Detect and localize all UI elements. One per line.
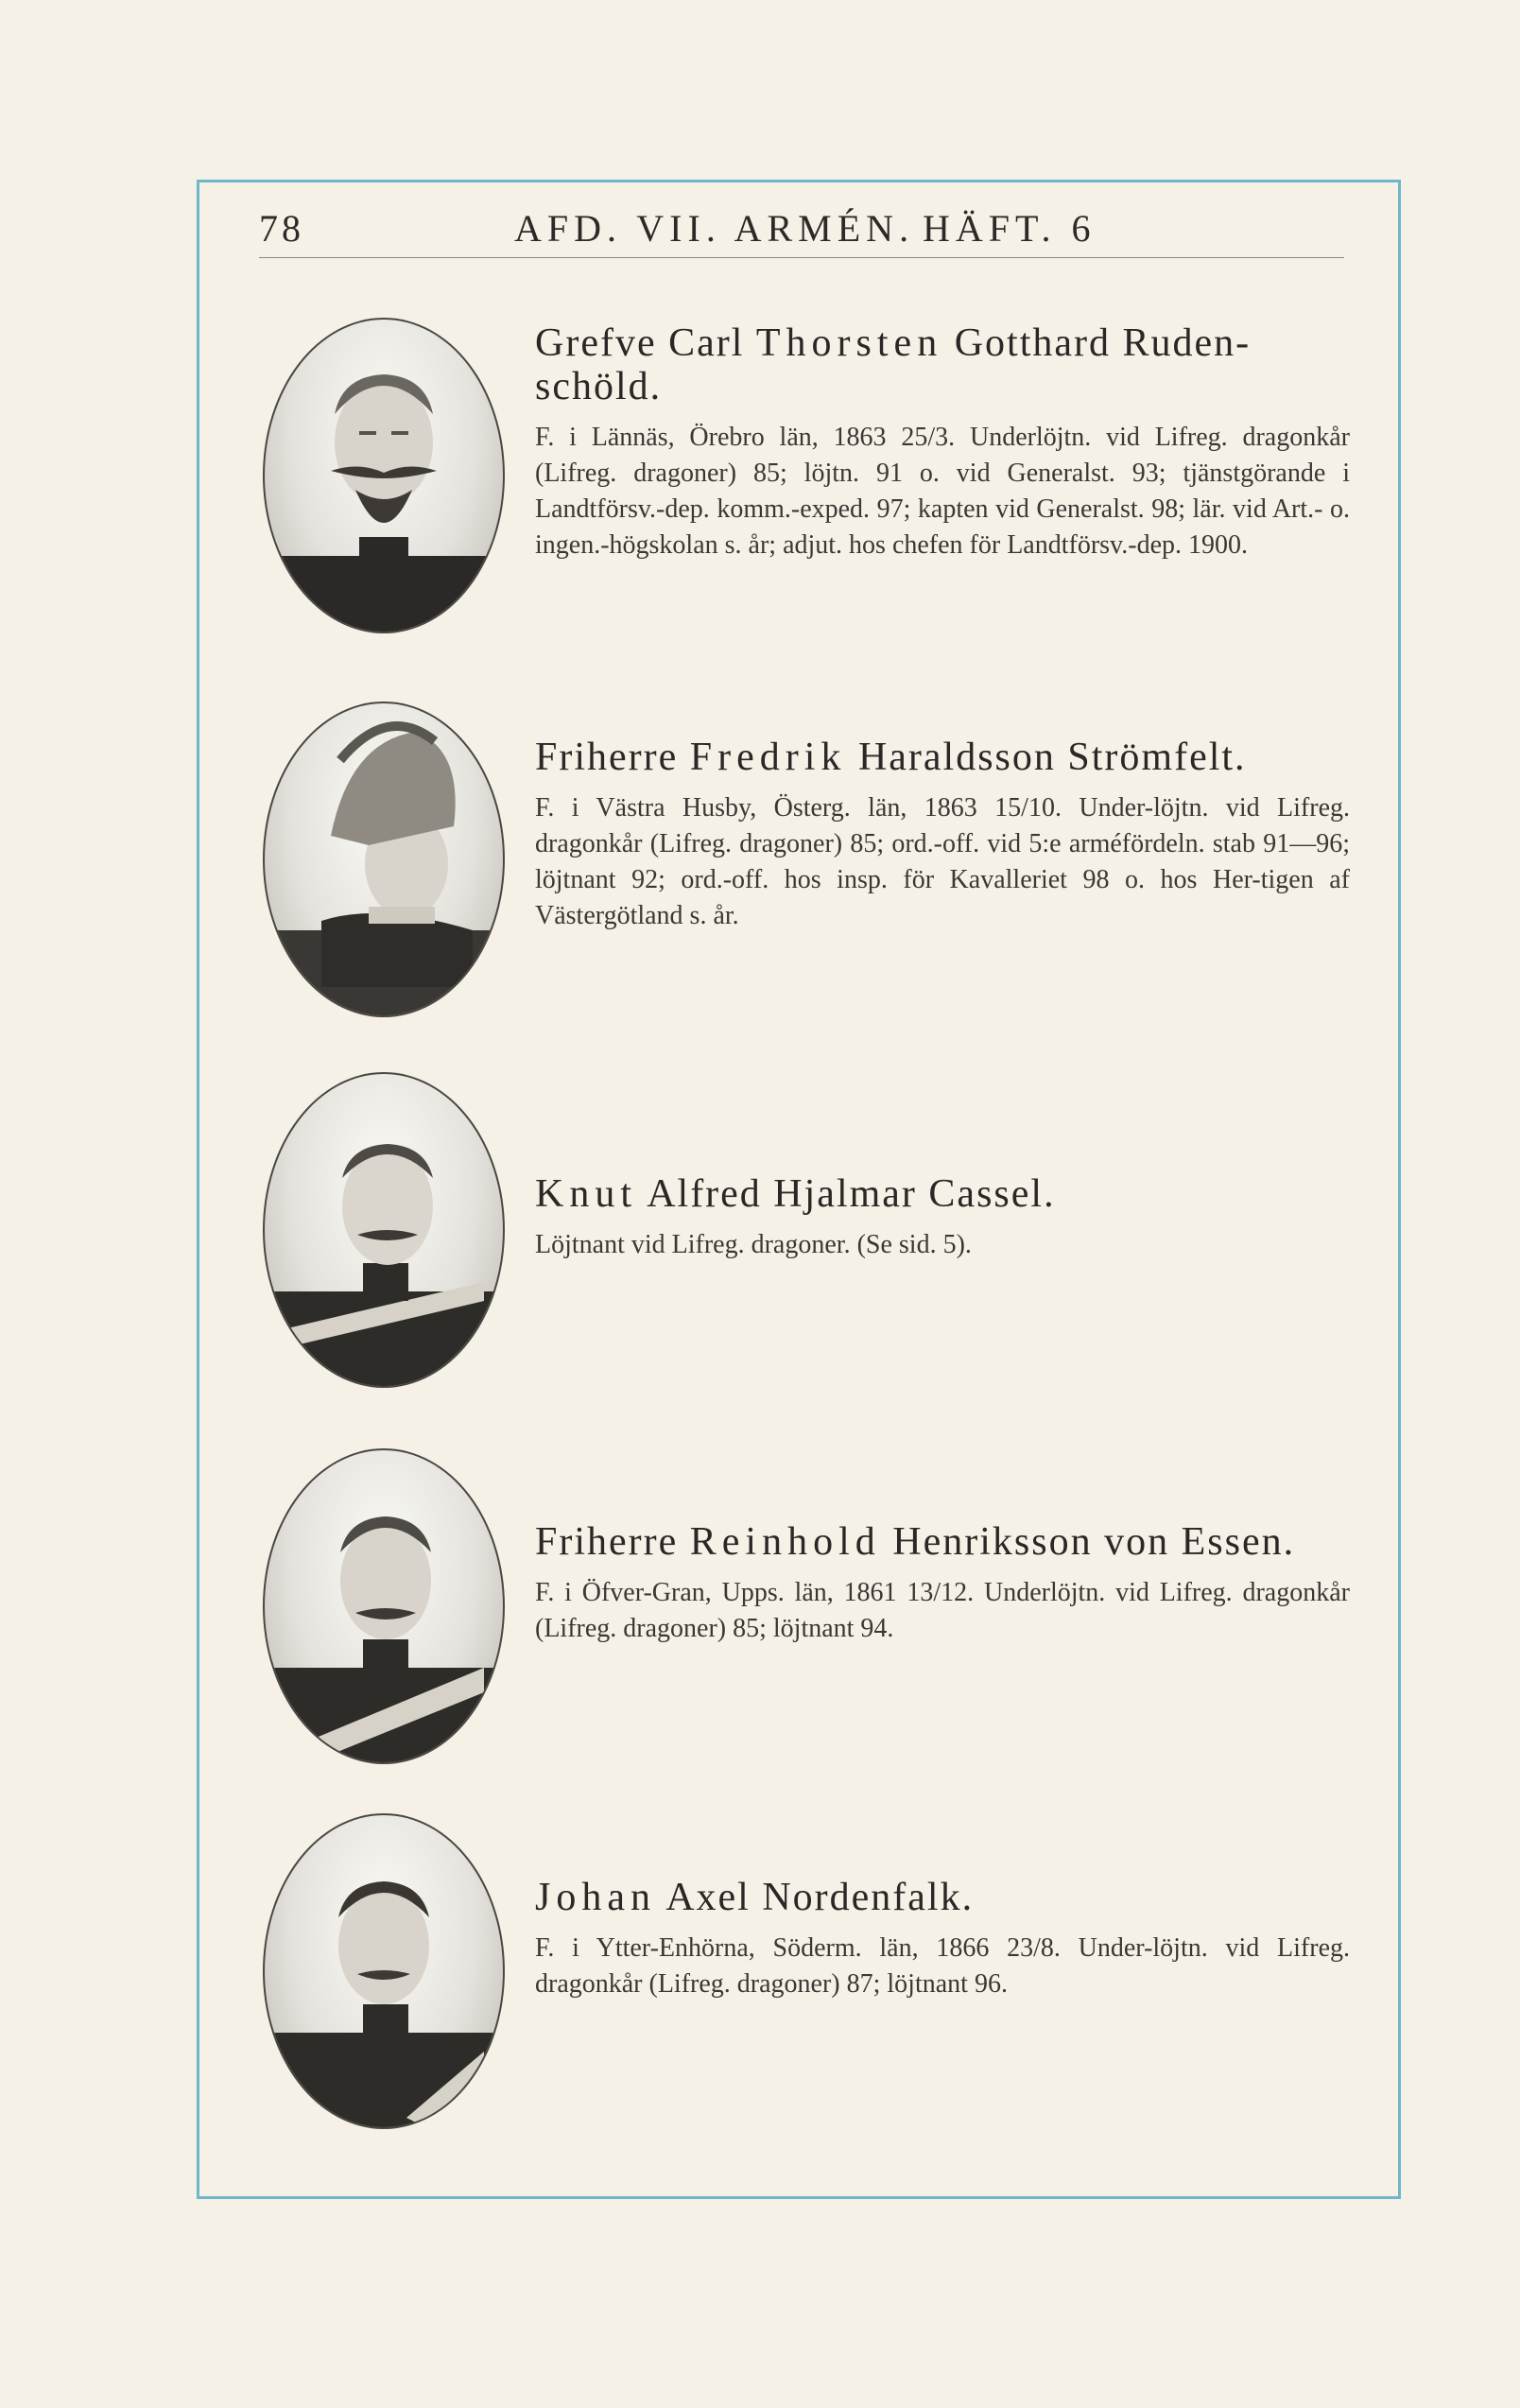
entry-bio: Löjtnant vid Lifreg. dragoner. (Se sid. 5). xyxy=(535,1230,972,1259)
name-prefix: Friherre xyxy=(535,1520,679,1564)
entry-name xyxy=(535,1172,1350,1216)
name-rest: Gotthard Ruden-schöld. xyxy=(535,321,1252,408)
portrait-nordenfalk xyxy=(263,1813,505,2129)
entry-nordenfalk xyxy=(535,1876,1350,2002)
entry-von-essen xyxy=(535,1520,1350,1647)
entry-name xyxy=(535,736,1350,779)
entry-name xyxy=(535,1876,1350,1919)
running-header xyxy=(259,206,1344,253)
portrait-cassel xyxy=(263,1072,505,1388)
entry-bio: F. i Västra Husby, Österg. län, 1863 15/10. Under-löjtn. vid Lifreg. dragonkår (Lifreg. dragoner) 85; ord.-off. vid 5:e arméfördeln. stab 91—96; löjtnant 92; ord.-off. hos insp. för Kavalleriet 98 o. hos Her-tigen af Västergötland s. år. xyxy=(535,793,1350,930)
name-rest: Haraldsson Strömfelt. xyxy=(857,736,1247,779)
name-prefix: Grefve Carl xyxy=(535,321,745,365)
name-rest: Axel Nordenfalk. xyxy=(665,1876,975,1919)
entry-cassel xyxy=(535,1172,1350,1263)
entry-name xyxy=(535,321,1350,408)
page-number: 78 xyxy=(259,207,304,250)
portrait-von-essen xyxy=(263,1448,505,1764)
name-spaced: Knut xyxy=(535,1172,637,1216)
portrait-stromfelt xyxy=(263,702,505,1017)
entry-stromfelt xyxy=(535,736,1350,934)
issue-label: HÄFT. 6 xyxy=(923,207,1097,250)
entry-bio: F. i Lännäs, Örebro län, 1863 25/3. Underlöjtn. vid Lifreg. dragonkår (Lifreg. dragoner) 85; löjtn. 91 o. vid Generalst. 93; tjänstgörande i Landtförsv.-dep. komm.-exped. 97; kapten vid Generalst. 98; lär. vid Art.- o. ingen.-högskolan s. år; adjut. hos chefen för Landtförsv.-dep. 1900. xyxy=(535,423,1350,560)
entry-rudenschold xyxy=(535,321,1350,563)
name-rest: Henriksson von Essen. xyxy=(892,1520,1296,1564)
entry-bio: F. i Ytter-Enhörna, Söderm. län, 1866 23/8. Under-löjtn. vid Lifreg. dragonkår (Lifreg. dragoner) 87; löjtnant 96. xyxy=(535,1933,1350,1999)
section-title: AFD. VII. ARMÉN. xyxy=(514,207,915,250)
entry-bio: F. i Öfver-Gran, Upps. län, 1861 13/12. Underlöjtn. vid Lifreg. dragonkår (Lifreg. dragoner) 85; löjtnant 94. xyxy=(535,1578,1350,1643)
name-rest: Alfred Hjalmar Cassel. xyxy=(647,1172,1056,1216)
name-prefix: Friherre xyxy=(535,736,679,779)
name-spaced: Reinhold xyxy=(689,1520,881,1564)
name-spaced: Johan xyxy=(535,1876,656,1919)
name-spaced: Fredrik xyxy=(689,736,847,779)
portrait-rudenschold xyxy=(263,318,505,633)
name-spaced: Thorsten xyxy=(755,321,943,365)
entry-name xyxy=(535,1520,1350,1564)
header-rule xyxy=(259,257,1344,258)
